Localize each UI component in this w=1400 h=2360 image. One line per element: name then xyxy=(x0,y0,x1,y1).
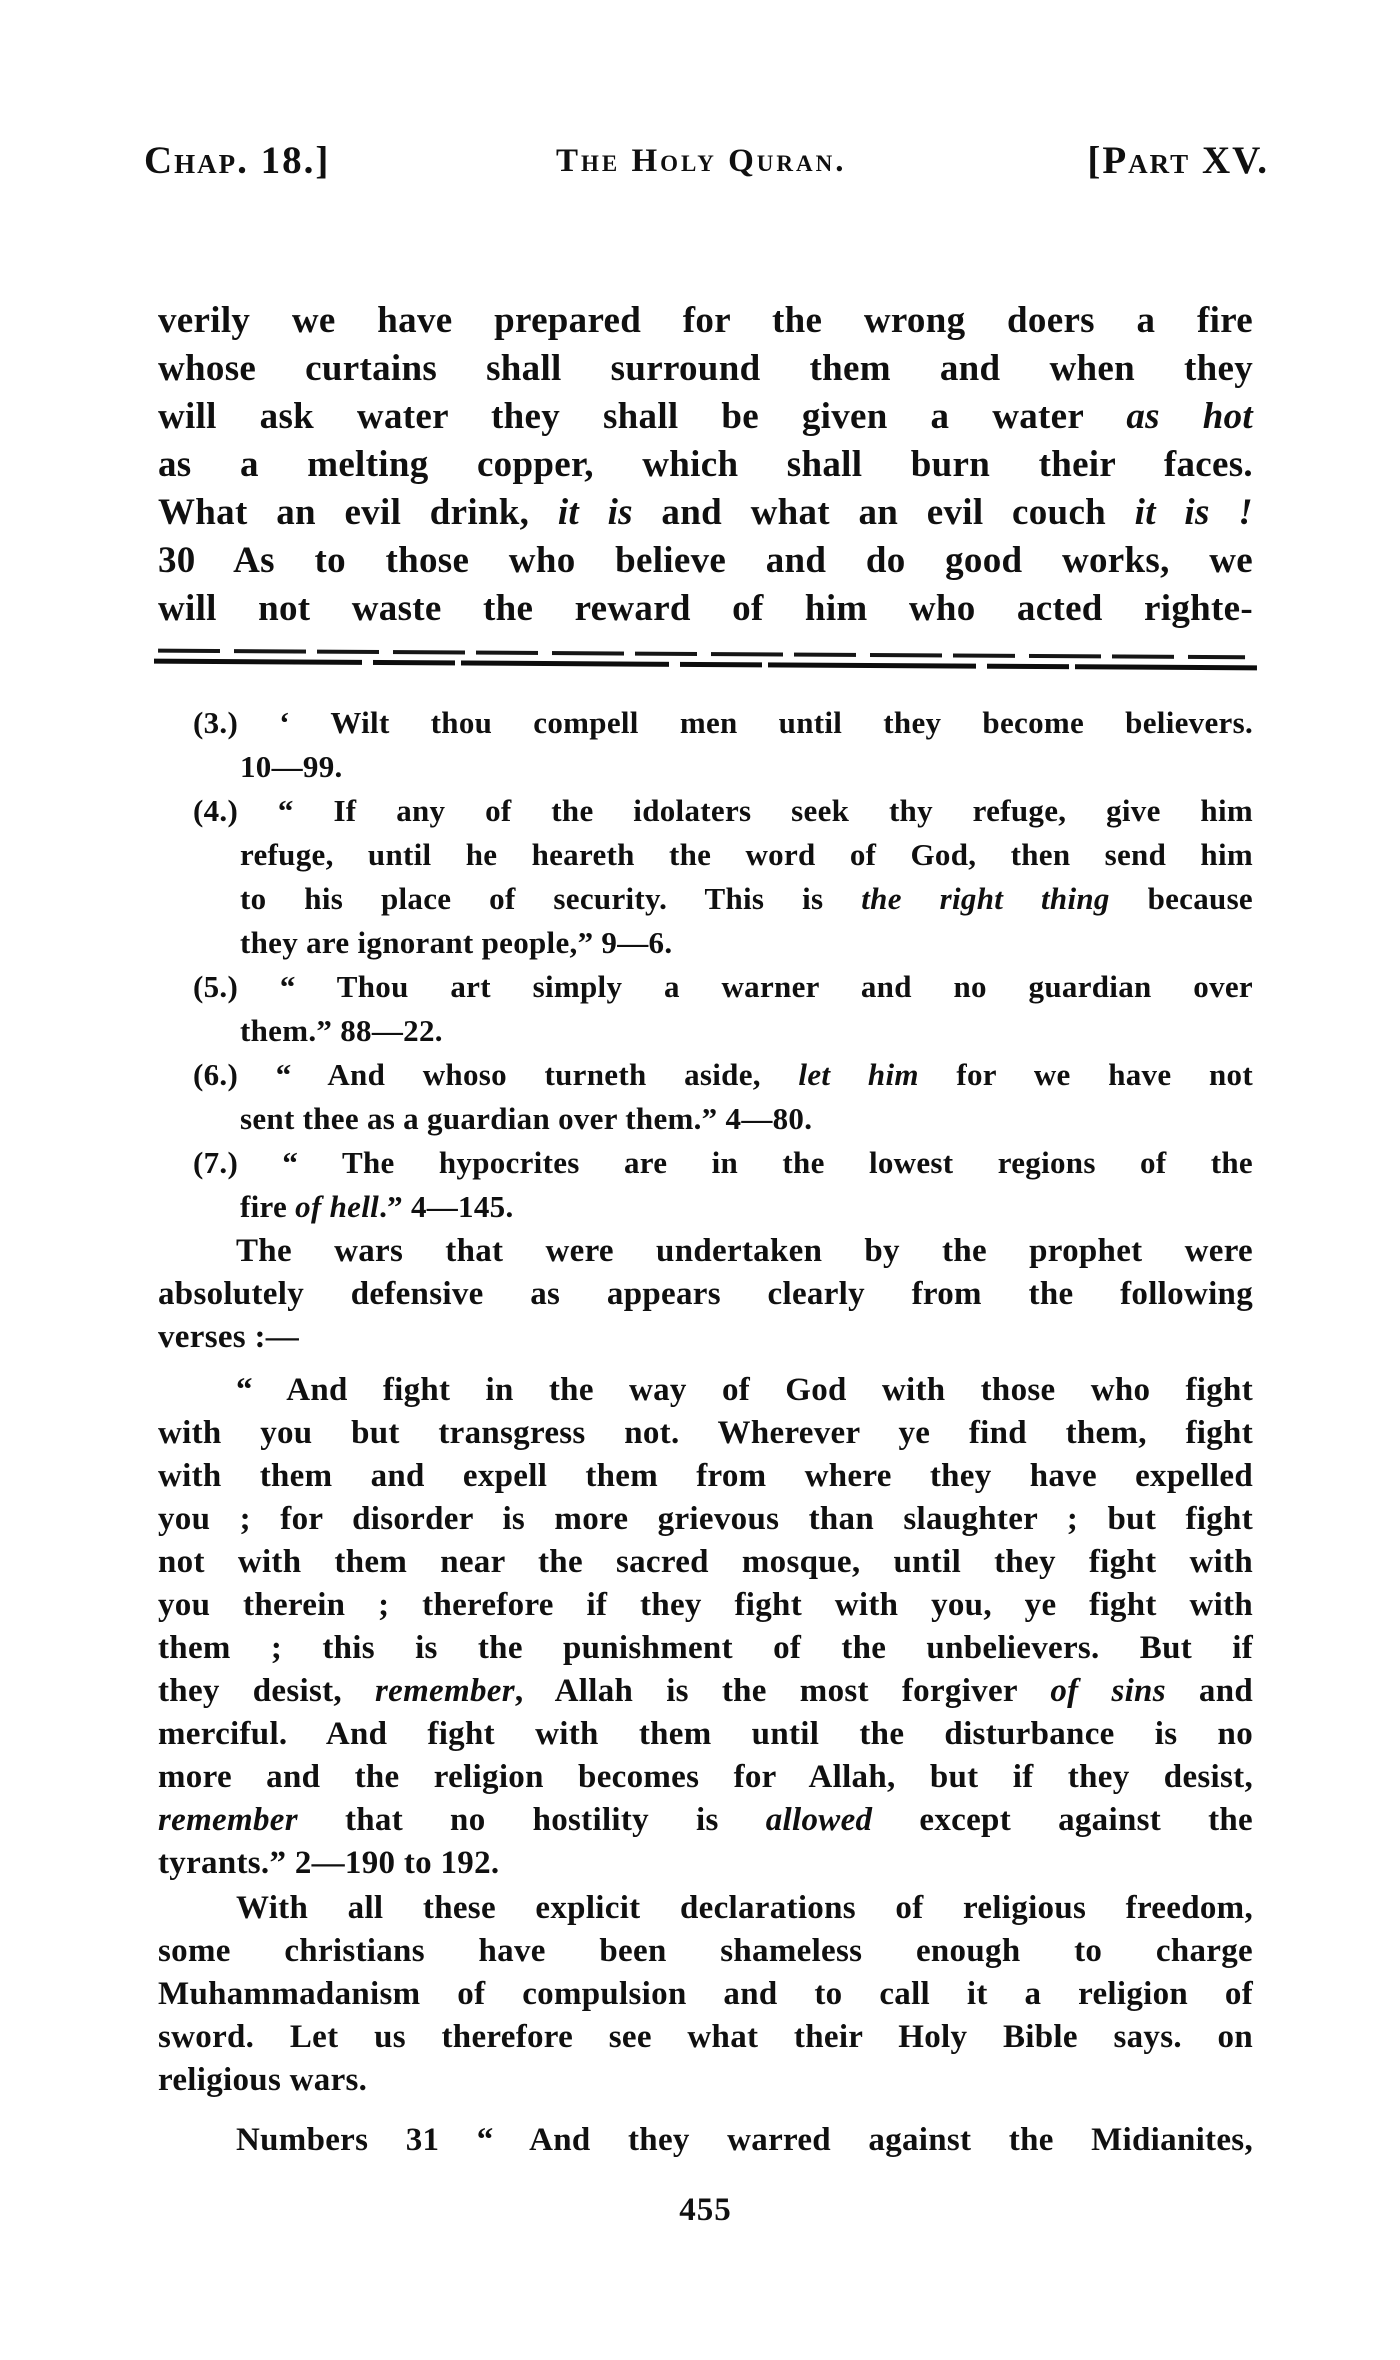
text-line xyxy=(158,2016,1253,2059)
text-line xyxy=(158,1799,1253,1842)
italic-text-segment: allowed xyxy=(765,1802,873,1838)
text-segment: for we have not xyxy=(918,1057,1253,1092)
text-line xyxy=(158,1185,1253,1229)
text-segment: .” 4—145. xyxy=(379,1189,514,1224)
text-segment: tyrants.” 2—190 to 192. xyxy=(158,1845,500,1881)
text-line xyxy=(158,1627,1253,1670)
text-line xyxy=(158,441,1253,489)
text-segment: religious wars. xyxy=(158,2062,368,2098)
text-line xyxy=(158,745,1253,789)
text-line xyxy=(158,1842,1253,1885)
text-segment: The wars that were undertaken by the prophet were xyxy=(236,1233,1253,1269)
text-line xyxy=(158,789,1253,833)
text-segment: Muhammadanism of compulsion and to call it a religion of xyxy=(158,1976,1253,2012)
text-line xyxy=(158,345,1253,393)
italic-text-segment: as hot xyxy=(1126,396,1253,437)
italic-text-segment: remember xyxy=(158,1802,298,1838)
text-segment: they are ignorant people,” 9—6. xyxy=(240,925,673,960)
text-segment: as a melting copper, which shall burn their faces. xyxy=(158,444,1253,485)
text-line xyxy=(158,701,1253,745)
text-segment: Numbers 31 “ And they warred against the Midianites, xyxy=(236,2122,1253,2158)
text-segment: them ; this is the punishment of the unbelievers. But if xyxy=(158,1630,1253,1666)
text-segment: absolutely defensive as appears clearly from the following xyxy=(158,1276,1253,1312)
italic-text-segment: the right thing xyxy=(861,881,1110,916)
paragraph-numbers-31 xyxy=(158,2119,1253,2162)
text-segment: with you but transgress not. Wherever ye find them, fight xyxy=(158,1415,1253,1451)
text-segment: (7.) “ The hypocrites are in the lowest regions of the xyxy=(193,1145,1253,1180)
main-paragraph xyxy=(158,297,1253,633)
text-line xyxy=(158,833,1253,877)
text-line xyxy=(158,1369,1253,1412)
text-line xyxy=(158,2119,1253,2162)
text-line xyxy=(158,1009,1253,1053)
italic-text-segment: of hell xyxy=(295,1189,380,1224)
text-line xyxy=(158,965,1253,1009)
text-segment: more and the religion becomes for Allah, but if they desist, xyxy=(158,1759,1253,1795)
text-line xyxy=(158,297,1253,345)
text-segment: (4.) “ If any of the idolaters seek thy refuge, give him xyxy=(193,793,1253,828)
divider-rule-bottom xyxy=(154,659,1257,671)
text-segment: What an evil drink, xyxy=(158,492,558,533)
text-line xyxy=(158,1498,1253,1541)
chapter-label: Chap. 18.] xyxy=(144,139,331,182)
text-line xyxy=(158,1887,1253,1930)
text-segment: except against the xyxy=(872,1802,1253,1838)
text-line xyxy=(158,1541,1253,1584)
text-segment: sent thee as a guardian over them.” 4—80. xyxy=(240,1101,813,1136)
text-line xyxy=(158,1584,1253,1627)
text-segment: will not waste the reward of him who acted righte- xyxy=(158,588,1253,629)
text-line xyxy=(158,1670,1253,1713)
text-line xyxy=(158,1455,1253,1498)
text-segment: because xyxy=(1109,881,1253,916)
text-line xyxy=(158,537,1253,585)
text-line xyxy=(158,489,1253,537)
text-segment: merciful. And fight with them until the disturbance is no xyxy=(158,1716,1253,1752)
text-segment: some christians have been shameless enough to charge xyxy=(158,1933,1253,1969)
italic-text-segment: remember xyxy=(374,1673,515,1709)
text-segment: verily we have prepared for the wrong doers a fire xyxy=(158,300,1253,341)
text-segment: you ; for disorder is more grievous than slaughter ; but fight xyxy=(158,1501,1253,1537)
divider-rule-top xyxy=(158,649,1245,660)
text-line xyxy=(158,1097,1253,1141)
text-line xyxy=(158,921,1253,965)
text-segment: they desist, xyxy=(158,1673,375,1709)
text-segment: will ask water they shall be given a water xyxy=(158,396,1127,437)
text-segment: that no hostility is xyxy=(297,1802,766,1838)
paragraph-religious-freedom xyxy=(158,1887,1253,2102)
text-segment: to his place of security. This is xyxy=(240,881,862,916)
text-line xyxy=(158,1713,1253,1756)
paragraph-wars xyxy=(158,1230,1253,1359)
italic-text-segment: of sins xyxy=(1050,1673,1166,1709)
text-segment: (5.) “ Thou art simply a warner and no guardian over xyxy=(193,969,1253,1004)
text-segment: them.” 88—22. xyxy=(240,1013,443,1048)
text-line xyxy=(158,1053,1253,1097)
italic-text-segment: let him xyxy=(798,1057,919,1092)
text-segment: (3.) ‘ Wilt thou compell men until they become believers. xyxy=(193,705,1253,740)
text-segment: refuge, until he heareth the word of God, then send him xyxy=(240,837,1253,872)
text-segment: With all these explicit declarations of religious freedom, xyxy=(236,1890,1253,1926)
text-segment: and xyxy=(1165,1673,1254,1709)
text-line xyxy=(158,1230,1253,1273)
text-segment: (6.) “ And whoso turneth aside, xyxy=(193,1057,799,1092)
text-line xyxy=(158,1412,1253,1455)
text-line xyxy=(158,1756,1253,1799)
text-line xyxy=(158,393,1253,441)
text-segment: and what an evil couch xyxy=(632,492,1135,533)
italic-text-segment: it is xyxy=(557,492,633,533)
paragraph-quran-quote xyxy=(158,1369,1253,1885)
text-segment: verses :— xyxy=(158,1319,300,1355)
text-segment: 10—99. xyxy=(240,749,343,784)
text-segment: with them and expell them from where they have expelled xyxy=(158,1458,1253,1494)
text-line xyxy=(158,1141,1253,1185)
text-segment: sword. Let us therefore see what their Holy Bible says. on xyxy=(158,2019,1253,2055)
text-segment: whose curtains shall surround them and when they xyxy=(158,348,1253,389)
text-line xyxy=(158,2059,1253,2102)
footnotes-section xyxy=(158,701,1253,1229)
footnote-divider xyxy=(158,648,1253,675)
text-line xyxy=(158,877,1253,921)
page-number: 455 xyxy=(679,2192,732,2228)
text-segment: you therein ; therefore if they fight with you, ye fight with xyxy=(158,1587,1253,1623)
text-segment: not with them near the sacred mosque, until they fight with xyxy=(158,1544,1253,1580)
text-column xyxy=(144,0,1269,2229)
text-line xyxy=(158,1273,1253,1316)
text-line xyxy=(158,1973,1253,2016)
text-segment: 30 As to those who believe and do good works, we xyxy=(158,540,1253,581)
text-segment: fire xyxy=(240,1189,296,1224)
part-label: [Part XV. xyxy=(1087,139,1269,182)
page-title: The Holy Quran. xyxy=(556,143,847,179)
page-header xyxy=(144,138,1269,188)
text-line xyxy=(158,1316,1253,1359)
italic-text-segment: it is ! xyxy=(1134,492,1253,533)
text-segment: “ And fight in the way of God with those who fight xyxy=(236,1372,1253,1408)
text-line xyxy=(158,585,1253,633)
text-line xyxy=(158,1930,1253,1973)
text-segment: , Allah is the most forgiver xyxy=(514,1673,1051,1709)
